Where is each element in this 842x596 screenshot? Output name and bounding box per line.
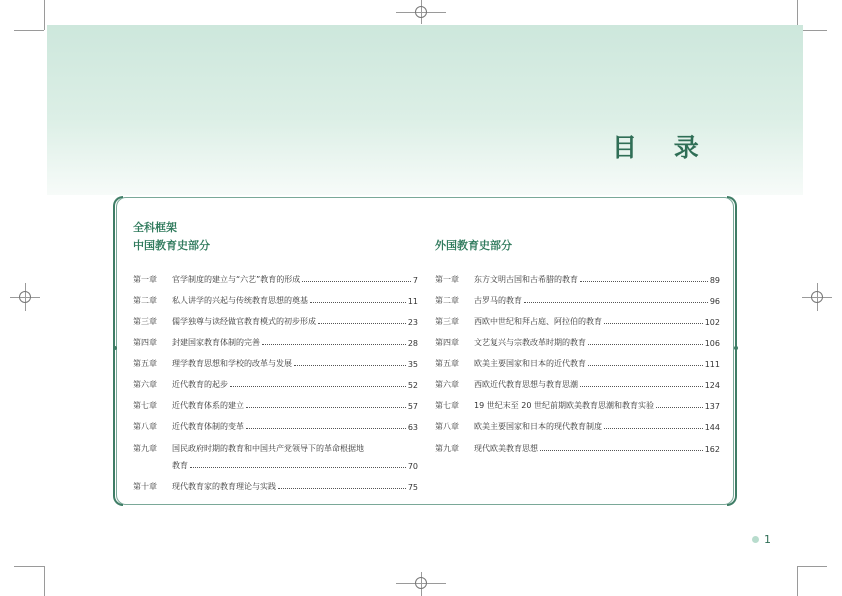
toc-entry[interactable] — [435, 379, 720, 390]
page-ref: 57 — [407, 402, 418, 411]
chapter-title: 欧美主要国家和日本的现代教育制度 — [474, 422, 602, 431]
page-ref: 52 — [407, 381, 418, 390]
leader-dots — [524, 302, 708, 303]
chapter-label: 第四章 — [133, 338, 157, 347]
registration-circle — [811, 291, 823, 303]
chapter-label: 第六章 — [435, 380, 459, 389]
page-ref: 23 — [407, 318, 418, 327]
crop-mark — [14, 566, 44, 567]
toc-entry[interactable] — [133, 379, 418, 390]
toc-entry[interactable] — [133, 316, 418, 327]
toc-entry[interactable] — [435, 316, 720, 327]
chapter-label: 第七章 — [435, 401, 459, 410]
chapter-label: 第十章 — [133, 482, 157, 491]
page-ref: 96 — [709, 297, 720, 306]
chapter-title: 西欧中世纪和拜占庭、阿拉伯的教育 — [474, 317, 602, 326]
page-ref: 106 — [704, 339, 720, 348]
chapter-title: 官学制度的建立与“六艺”教育的形成 — [172, 275, 301, 284]
panel-ornament — [113, 346, 117, 350]
page-number-dot — [752, 536, 759, 543]
toc-entry[interactable] — [435, 443, 720, 454]
toc-entry[interactable] — [133, 400, 418, 411]
registration-circle — [19, 291, 31, 303]
chapter-label: 第三章 — [435, 317, 459, 326]
chapter-title: 近代教育体系的建立 — [172, 401, 244, 410]
page-title: 目 录 — [612, 133, 713, 162]
leader-dots — [580, 386, 703, 387]
page-ref: 124 — [704, 381, 720, 390]
panel-ornament — [734, 346, 738, 350]
page-ref: 63 — [407, 423, 418, 432]
page-ref: 162 — [704, 445, 720, 454]
leader-dots — [246, 428, 406, 429]
crop-mark — [44, 0, 45, 30]
chapter-label: 第六章 — [133, 380, 157, 389]
chapter-label: 第五章 — [435, 359, 459, 368]
leader-dots — [604, 428, 703, 429]
toc-entry[interactable] — [133, 358, 418, 369]
chapter-label: 第二章 — [435, 296, 459, 305]
chapter-title: 东方文明古国和古希腊的教育 — [474, 275, 578, 284]
chapter-title: 欧美主要国家和日本的近代教育 — [474, 359, 586, 368]
chapter-title: 文艺复兴与宗教改革时期的教育 — [474, 338, 586, 347]
crop-mark — [14, 30, 44, 31]
section-heading-foreign: 外国教育史部分 — [435, 239, 512, 252]
leader-dots — [246, 407, 406, 408]
leader-dots — [580, 281, 708, 282]
leader-dots — [318, 323, 406, 324]
page-ref: 137 — [704, 402, 720, 411]
chapter-label: 第一章 — [435, 275, 459, 284]
page-number: 1 — [764, 533, 771, 546]
toc-entry[interactable] — [133, 443, 418, 471]
chapter-title: 近代教育体制的变革 — [172, 422, 244, 431]
page-ref: 70 — [407, 462, 418, 471]
crop-mark — [797, 566, 798, 596]
chapter-title: 私人讲学的兴起与传统教育思想的奠基 — [172, 296, 308, 305]
page-ref: 35 — [407, 360, 418, 369]
leader-dots — [190, 467, 406, 468]
registration-circle — [415, 6, 427, 18]
leader-dots — [540, 450, 703, 451]
leader-dots — [302, 281, 411, 282]
toc-entry[interactable] — [435, 337, 720, 348]
chapter-label: 第二章 — [133, 296, 157, 305]
page-ref: 111 — [704, 360, 720, 369]
section-heading-overall: 全科框架 — [133, 221, 177, 234]
chapter-label: 第一章 — [133, 275, 157, 284]
header-banner — [47, 25, 803, 195]
toc-entry[interactable] — [435, 421, 720, 432]
chapter-label: 第七章 — [133, 401, 157, 410]
chapter-title: 19 世纪末至 20 世纪前期欧美教育思潮和教育实验 — [474, 401, 654, 410]
registration-circle — [415, 577, 427, 589]
leader-dots — [588, 344, 703, 345]
toc-entry[interactable] — [133, 481, 418, 492]
chapter-title: 近代教育的起步 — [172, 380, 228, 389]
page-ref: 102 — [704, 318, 720, 327]
chapter-title-continued: 教育 — [172, 461, 188, 470]
chapter-title: 国民政府时期的教育和中国共产党领导下的革命根据地 — [172, 444, 364, 453]
leader-dots — [278, 488, 406, 489]
leader-dots — [604, 323, 703, 324]
toc-entry[interactable] — [133, 295, 418, 306]
chapter-label: 第三章 — [133, 317, 157, 326]
chapter-title: 理学教育思想和学校的改革与发展 — [172, 359, 292, 368]
toc-entry[interactable] — [133, 274, 418, 285]
crop-mark — [797, 566, 827, 567]
chapter-title: 现代欧美教育思想 — [474, 444, 538, 453]
chapter-label: 第九章 — [435, 444, 459, 453]
toc-entry[interactable] — [435, 400, 720, 411]
chapter-title: 现代教育家的教育理论与实践 — [172, 482, 276, 491]
leader-dots — [294, 365, 406, 366]
leader-dots — [262, 344, 406, 345]
toc-entry[interactable] — [133, 421, 418, 432]
toc-entry[interactable] — [435, 295, 720, 306]
section-heading-chinese: 中国教育史部分 — [133, 239, 210, 252]
leader-dots — [310, 302, 406, 303]
chapter-label: 第五章 — [133, 359, 157, 368]
page-ref: 11 — [407, 297, 418, 306]
page-ref: 89 — [709, 276, 720, 285]
chapter-title: 西欧近代教育思想与教育思潮 — [474, 380, 578, 389]
page-ref: 75 — [407, 483, 418, 492]
chapter-label: 第八章 — [133, 422, 157, 431]
toc-entry[interactable] — [435, 358, 720, 369]
leader-dots — [656, 407, 703, 408]
chapter-title: 古罗马的教育 — [474, 296, 522, 305]
chapter-title: 儒学独尊与读经做官教育模式的初步形成 — [172, 317, 316, 326]
chapter-label: 第九章 — [133, 444, 157, 453]
chapter-label: 第四章 — [435, 338, 459, 347]
toc-entry[interactable] — [435, 274, 720, 285]
chapter-label: 第八章 — [435, 422, 459, 431]
page-ref: 144 — [704, 423, 720, 432]
page-ref: 28 — [407, 339, 418, 348]
leader-dots — [588, 365, 703, 366]
crop-mark — [44, 566, 45, 596]
page-ref: 7 — [412, 276, 418, 285]
chapter-title: 封建国家教育体制的完善 — [172, 338, 260, 347]
toc-entry[interactable] — [133, 337, 418, 348]
leader-dots — [230, 386, 406, 387]
